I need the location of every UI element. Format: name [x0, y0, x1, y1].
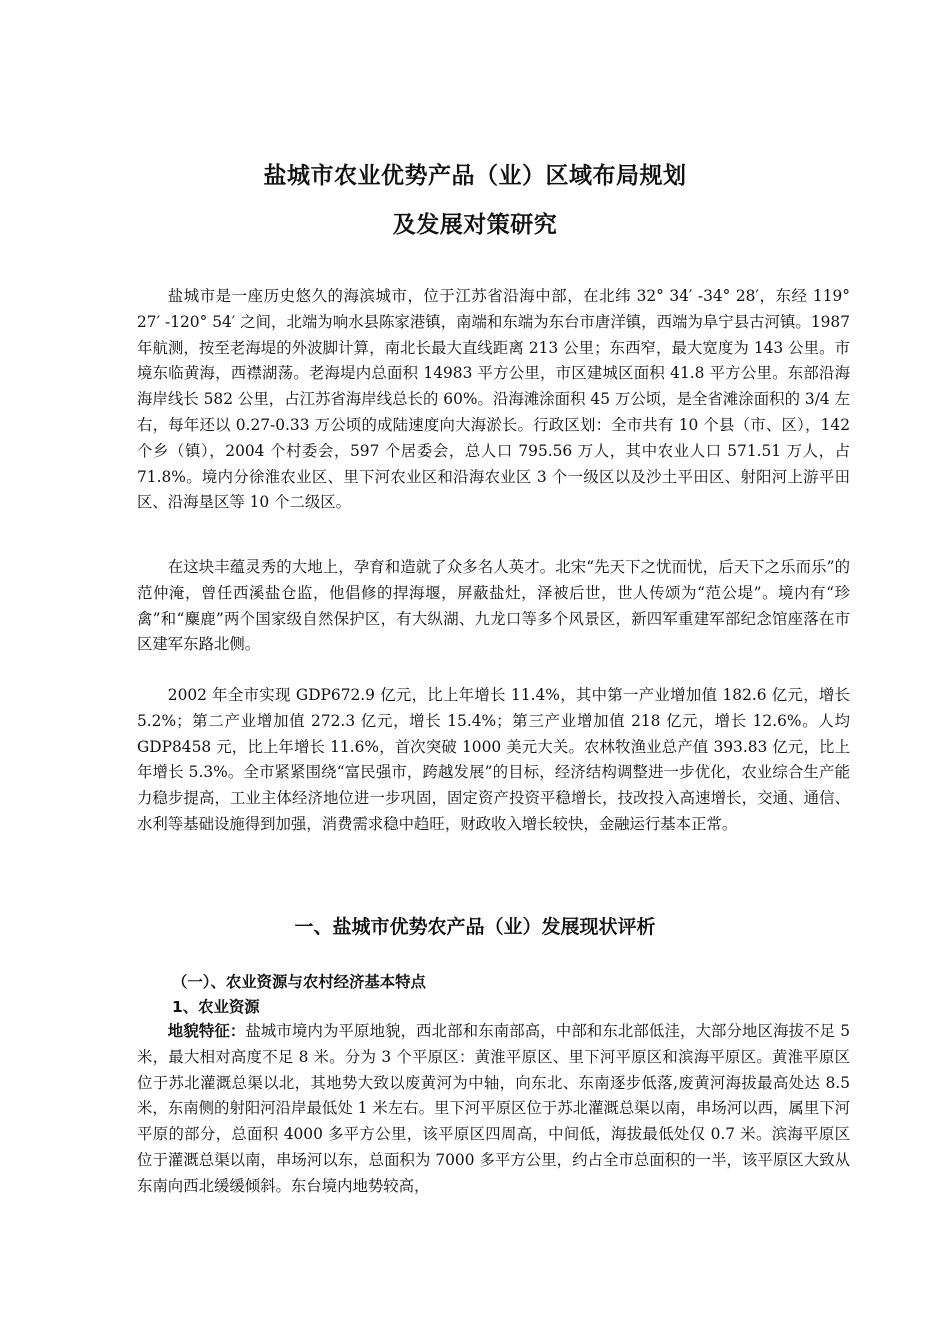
terrain-lead-label: 地貌特征：: [167, 1022, 246, 1040]
paragraph-intro: 盐城市是一座历史悠久的海滨城市，位于江苏省沿海中部，在北纬 32° 34′ -34° 28′，东经 119° 27′ -120° 54′ 之间，北端为响水县陈家港镇，南端和东端为东台市唐洋镇，西端为阜宁县古河镇。1987 年航测，按至老海堤的外波脚计算，南北长最大直线距离 213 公里；东西窄，最大宽度为 143 公里。市境东临黄海，西襟湖荡。老海堤内总面积 14983 平方公里，市区建城区面积 41.8 平方公里。东部沿海海岸线长 582 公里，占江苏省海岸线总长的 60%。沿海滩涂面积 45 万公顷，是全省滩涂面积的 3/4 左右，每年还以 0.27-0.33 万公顷的成陆速度向大海淤长。行政区划：全市共有 10 个县（市、区），142 个乡（镇），2004 个村委会，597 个居委会，总人口 795.56 万人，其中农业人口 571.51 万人，占 71.8%。境内分徐淮农业区、里下河农业区和沿海农业区 3 个一级区以及沙土平田区、射阳河上游平田区、沿海垦区等 10 个二级区。: [137, 287, 850, 512]
people-section: [137, 555, 850, 658]
document-title: 盐城市农业优势产品（业）区域布局规划: [263, 163, 687, 189]
intro-section: [137, 284, 850, 516]
paragraph-economy: 2002 年全市实现 GDP672.9 亿元，比上年增长 11.4%，其中第一产业增加值 182.6 亿元，增长 5.2%；第二产业增加值 272.3 亿元，增长 15.4%；第三产业增加值 218 亿元，增长 12.6%。人均 GDP8458 元，比上年增长 11.6%，首次突破 1000 美元大关。农林牧渔业总产值 393.83 亿元，比上年增长 5.3%。全市紧紧围绕“富民强市，跨越发展”的目标，经济结构调整进一步优化，农业综合生产能力稳步提高，工业主体经济地位进一步巩固，固定资产投资平稳增长，技改投入高速增长，交通、通信、水利等基础设施得到加强，消费需求稳中趋旺，财政收入增长较快，金融运行基本正常。: [137, 686, 850, 833]
paragraph-terrain: [137, 1019, 850, 1200]
economy-section: [137, 683, 850, 838]
section-heading: 一、盐城市优势农产品（业）发展现状评析: [294, 916, 656, 938]
terrain-text: 盐城市境内为平原地貌，西北部和东南部高，中部和东北部低洼，大部分地区海拔不足 5 米，最大相对高度不足 8 米。分为 3 个平原区：黄淮平原区、里下河平原区和滨海平原区。黄淮平原区位于苏北灌溉总渠以北，其地势大致以废黄河为中轴，向东北、东南逐步低落,废黄河海拔最高处达 8.5 米，东南侧的射阳河沿岸最低处 1 米左右。里下河平原区位于苏北灌溉总渠以南，串场河以西，属里下河平原的部分，总面积 4000 多平方公里，该平原区四周高，中间低，海拔最低处仅 0.7 米。滨海平原区位于灌溉总渠以南，串场河以东，总面积为 7000 多平方公里，约占全市总面积的一半，该平原区大致从东南向西北缓缓倾斜。东台境内地势较高，: [137, 1022, 850, 1195]
document-subtitle: 及发展对策研究: [392, 212, 558, 238]
subheading-agri-resources-features: （一）、农业资源与农村经济基本特点: [172, 973, 426, 991]
terrain-section: [137, 1019, 850, 1200]
subheading-agri-resources: 1、农业资源: [172, 998, 260, 1016]
paragraph-people: 在这块丰蕴灵秀的大地上，孕育和造就了众多名人英才。北宋“先天下之忧而忧，后天下之乐而乐”的范仲淹，曾任西溪盐仓监，他倡修的捍海堰，屏蔽盐灶，泽被后世，世人传颂为“范公堤”。境内有“珍禽”和“麋鹿”两个国家级自然保护区，有大纵湖、九龙口等多个风景区，新四军重建军部纪念馆座落在市区建军东路北侧。: [137, 558, 850, 654]
